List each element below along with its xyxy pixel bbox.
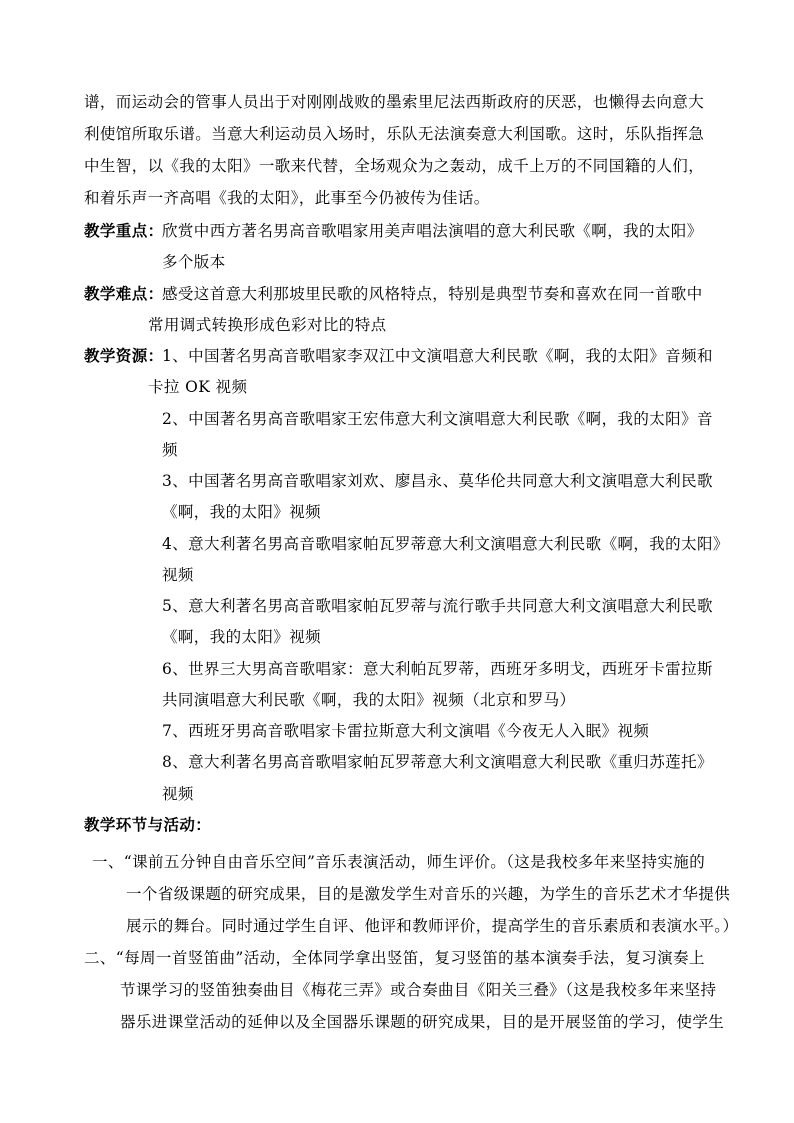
intro-line-1: 谱，而运动会的管事人员出于对刚刚战败的墨索里尼法西斯政府的厌恶，也懒得去向意大 — [84, 93, 705, 111]
resource-item-2-line-2: 频 — [162, 441, 178, 459]
activities-heading: 教学环节与活动： — [84, 815, 212, 834]
resource-item-1-line-2: 卡拉 OK 视频 — [148, 378, 248, 396]
key-point-label: 教学重点： — [84, 221, 164, 240]
resource-item-4-line-2: 视频 — [162, 566, 194, 584]
activity-two-line-3: 器乐进课堂活动的延伸以及全国器乐课题的研究成果，目的是开展竖笛的学习，使学生 — [120, 1013, 725, 1031]
resource-item-1-line-1: 1、中国著名男高音歌唱家李双江中文演唱意大利民歌《啊，我的太阳》音频和 — [162, 347, 713, 365]
resource-item-4-line-1: 4、意大利著名男高音歌唱家帕瓦罗蒂意大利文演唱意大利民歌《啊，我的太阳》 — [162, 535, 729, 553]
resource-item-8-line-1: 8、意大利著名男高音歌唱家帕瓦罗蒂意大利文演唱意大利民歌《重归苏莲托》 — [162, 753, 713, 771]
key-point-line-1: 欣赏中西方著名男高音歌唱家用美声唱法演唱的意大利民歌《啊，我的太阳》 — [162, 222, 703, 240]
resource-item-3-line-1: 3、中国著名男高音歌唱家刘欢、廖昌永、莫华伦共同意大利文演唱意大利民歌 — [162, 472, 713, 490]
resource-item-8-line-2: 视频 — [162, 785, 194, 803]
resource-item-7-line-1: 7、西班牙男高音歌唱家卡雷拉斯意大利文演唱《今夜无人入眠》视频 — [162, 722, 650, 740]
activity-two-line-2: 节课学习的竖笛独奏曲目《梅花三弄》或合奏曲目《阳关三叠》（这是我校多年来坚持 — [120, 981, 717, 999]
resource-item-5-line-1: 5、意大利著名男高音歌唱家帕瓦罗蒂与流行歌手共同意大利文演唱意大利民歌 — [162, 597, 713, 615]
resource-item-6-line-1: 6、世界三大男高音歌唱家：意大利帕瓦罗蒂，西班牙多明戈，西班牙卡雷拉斯 — [162, 660, 713, 678]
resource-item-3-line-2: 《啊，我的太阳》视频 — [162, 503, 322, 521]
intro-line-2: 利使馆所取乐谱。当意大利运动员入场时，乐队无法演奏意大利国歌。这时，乐队指挥急 — [84, 125, 705, 143]
difficulty-line-1: 感受这首意大利那坡里民歌的风格特点，特别是典型节奏和喜欢在同一首歌中 — [162, 285, 703, 303]
resource-item-2-line-1: 2、中国著名男高音歌唱家王宏伟意大利文演唱意大利民歌《啊，我的太阳》音 — [162, 410, 713, 428]
resource-item-6-line-2: 共同演唱意大利民歌《啊，我的太阳》视频（北京和罗马） — [162, 691, 576, 709]
difficulty-label: 教学难点： — [84, 284, 164, 303]
key-point-line-2: 多个版本 — [162, 253, 226, 271]
difficulty-line-2: 常用调式转换形成色彩对比的特点 — [148, 316, 387, 334]
activity-one-line-1: 一、“课前五分钟自由音乐空间”音乐表演活动，师生评价。（这是我校多年来坚持实施的 — [92, 853, 706, 871]
resource-item-5-line-2: 《啊，我的太阳》视频 — [162, 628, 322, 646]
activity-one-line-3: 展示的舞台。同时通过学生自评、他评和教师评价，提高学生的音乐素质和表演水平。） — [126, 917, 739, 935]
activity-one-line-2: 一个省级课题的研究成果，目的是激发学生对音乐的兴趣，为学生的音乐艺术才华提供 — [126, 885, 731, 903]
intro-line-3: 中生智，以《我的太阳》一歌来代替，全场观众为之轰动，成千上万的不同国籍的人们， — [84, 157, 705, 175]
intro-line-4: 和着乐声一齐高唱《我的太阳》，此事至今仍被传为佳话。 — [84, 189, 490, 207]
activity-two-line-1: 二、“每周一首竖笛曲”活动，全体同学拿出竖笛，复习竖笛的基本演奏手法，复习演奏上 — [84, 949, 705, 967]
resources-label: 教学资源： — [84, 346, 164, 365]
